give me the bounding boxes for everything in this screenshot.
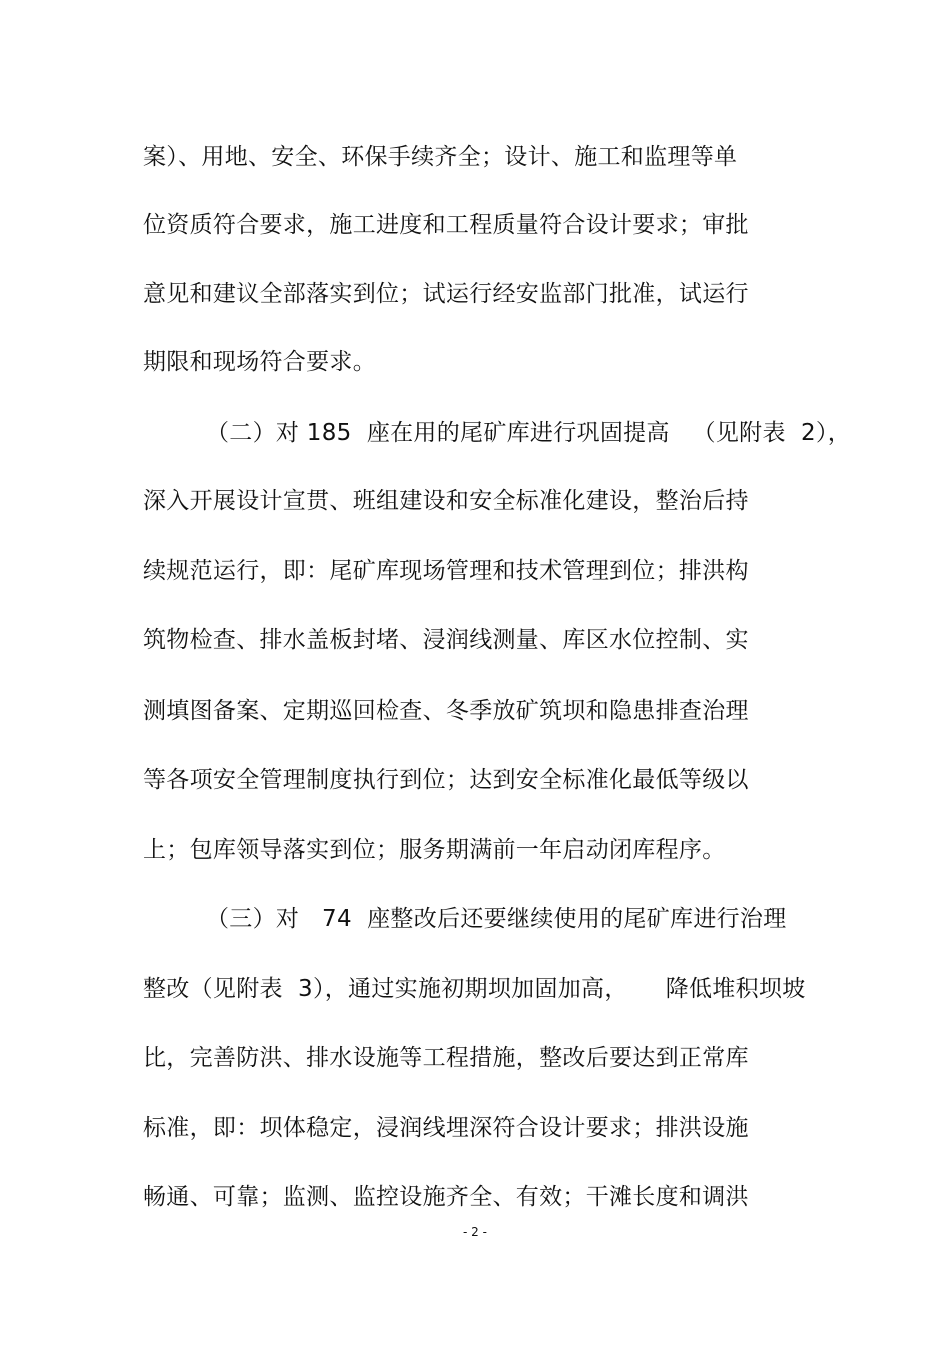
text-line: 案）、用地、安全、环保手续齐全；设计、施工和监理等单 (143, 144, 738, 170)
paragraph-start-line: （三）对 74 座整改后还要继续使用的尾矿库进行治理 (206, 906, 787, 932)
page-number: - 2 - (463, 1225, 487, 1239)
text-line: 位资质符合要求，施工进度和工程质量符合设计要求；审批 (143, 212, 749, 238)
text-line: 续规范运行，即：尾矿库现场管理和技术管理到位；排洪构 (143, 558, 749, 584)
text-line: 标准，即：坝体稳定，浸润线埋深符合设计要求；排洪设施 (143, 1115, 749, 1141)
paragraph-start-line: （二）对 185 座在用的尾矿库进行巩固提高 （见附表 2）， (206, 420, 852, 446)
text-line: 上；包库领导落实到位；服务期满前一年启动闭库程序。 (143, 837, 726, 863)
text-line: 等各项安全管理制度执行到位；达到安全标准化最低等级以 (143, 767, 749, 793)
text-line: 深入开展设计宣贯、班组建设和安全标准化建设，整治后持 (143, 488, 749, 514)
text-line: 期限和现场符合要求。 (143, 349, 376, 375)
text-line: 意见和建议全部落实到位；试运行经安监部门批准，试运行 (143, 281, 749, 307)
text-line: 测填图备案、定期巡回检查、冬季放矿筑坝和隐患排查治理 (143, 698, 749, 724)
text-line: 筑物检查、排水盖板封堵、浸润线测量、库区水位控制、实 (143, 627, 749, 653)
text-line: 畅通、可靠；监测、监控设施齐全、有效；干滩长度和调洪 (143, 1184, 749, 1210)
text-line: 比，完善防洪、排水设施等工程措施，整改后要达到正常库 (143, 1045, 749, 1071)
text-line: 整改（见附表 3），通过实施初期坝加固加高， 降低堆积坝坡 (143, 976, 806, 1002)
